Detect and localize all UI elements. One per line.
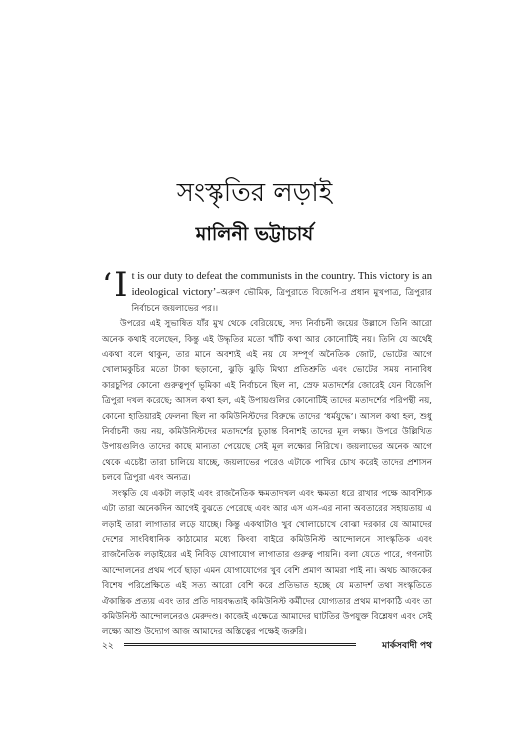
drop-quote-mark: ‘ [102,266,113,304]
intro-attribution: –অরুণ ভৌমিক, ত্রিপুরাতে বিজেপি-র প্রধান মুখপাত্র, ত্রিপুরার নির্বাচনে জয়লাভের পর।। [131,288,433,314]
intro-text [132,269,432,317]
footer-rule [124,643,356,646]
intro-quote [102,265,433,317]
intro-english-quote: t is our duty to defeat the communists in the country. This victory is an ideological victory’ [131,271,432,299]
drop-cap: I [114,265,128,305]
page-footer [102,638,432,652]
article-author: মালিনী ভট্টাচার্য [195,223,314,245]
article-title: সংস্কৃতির লড়াই [176,178,333,208]
journal-name: মার্কসবাদী পথ [382,641,432,651]
paragraph-2: সংস্কৃতি যে একটা লড়াই এবং রাজনৈতিক ক্ষমতাদখল এবং ক্ষমতা ধরে রাখার পক্ষে আবশ্যিক এটা তারা অনেকদিন আগেই বুঝতে পেরেছে এবং আর এস এস-এর নানা অবতারের সহায়তায় এ লড়াই তারা লাগাতার লড়ে যাচ্ছে। কিন্তু একথাটাও খুব খোলাচোখে বোঝা দরকার যে আমাদের দেশের সাংবিধানিক কাঠামোর মধ্যে কিংবা বাইরে কমিউনিস্ট আন্দোলনে সাংস্কৃতিক এবং রাজনৈতিক লড়াইয়ের এই নিবিড় যোগাযোগ লাগাতার গুরুত্ব পায়নি। বলা যেতে পারে, গণনাট্য আন্দোলনের প্রথম পর্বে ছাড়া এমন যোগাযোগের খুব বেশি প্রমাণ আমরা পাই না। অথচ আজকের বিশেষ পরিপ্রেক্ষিতে এই সত্য আরো বেশি করে প্রতিভাত হচ্ছে যে মতাদর্শ তথা সংস্কৃতিতে ঐকান্তিক প্রত্যয় এবং তার প্রতি দায়বদ্ধতাই কমিউনিস্ট কর্মীদের যোগ্যতার প্রথম মাপকাঠি এবং তা কমিউনিস্ট আন্দোলনেরও মেরুদণ্ড। কাজেই এক্ষেত্রে আমাদের ঘাটতির উপযুক্ত বিশ্লেষণ এবং সেই লক্ষ্যে আশু উদ্যোগ আজ আমাদের অস্তিত্বের পক্ষেই জরুরি। [102,488,433,638]
article-body [102,265,433,641]
paragraph-1: উপরের এই সুভাষিত যাঁর মুখ থেকে বেরিয়েছে, সদ্য নির্বাচনী জয়ের উল্লাসে তিনি আরো অনেক কথাই বলেছেন, কিন্তু এই উদ্ধৃতির মতো খাঁটি কথা আর কোনোটিই নয়। তিনি যে অর্থেই একথা বলে থাকুন, তার মানে অবশ্যই এই নয় যে সম্পূর্ণ অনৈতিক জোট, ভোটের আগে খোলামকুচির মতো টাকা ছড়ানো, ঝুড়ি ঝুড়ি মিথ্যা প্রতিশ্রুতি এবং ভোটের সময় নানাবিধ কারচুপির কোনো গুরুত্বপূর্ণ ভূমিকা এই নির্বাচনে ছিল না, স্রেফ মতাদর্শের জোরেই যেন বিজেপি ত্রিপুরা দখল করেছে; আসল কথা হল, এই উপায়গুলির কোনোটিই তাদের মতাদর্শের পরিপন্থী নয়, কোনো হাতিয়ারই ফেলনা ছিল না কমিউনিস্টদের বিরুদ্ধে তাদের ‘ধর্মযুদ্ধে’। আসল কথা হল, শুধু নির্বাচনী জয় নয়, কমিউনিস্টদের মতাদর্শের চূড়ান্ত বিনাশই তাদের মূল লক্ষ্য। উপরে উল্লিখিত উপায়গুলিও তাদের কাছে মান্যতা পেয়েছে সেই মূল লক্ষ্যের নিরিখে। জয়লাভের অনেক আগে থেকে এচেষ্টা তারা চালিয়ে যাচ্ছে, জয়লাভের পরেও এটাকে পাখির চোখ করেই তাদের প্রশাসন চলবে ত্রিপুরা এবং অন্যত্র। [102,319,432,484]
page-number: ২২ [102,641,114,651]
